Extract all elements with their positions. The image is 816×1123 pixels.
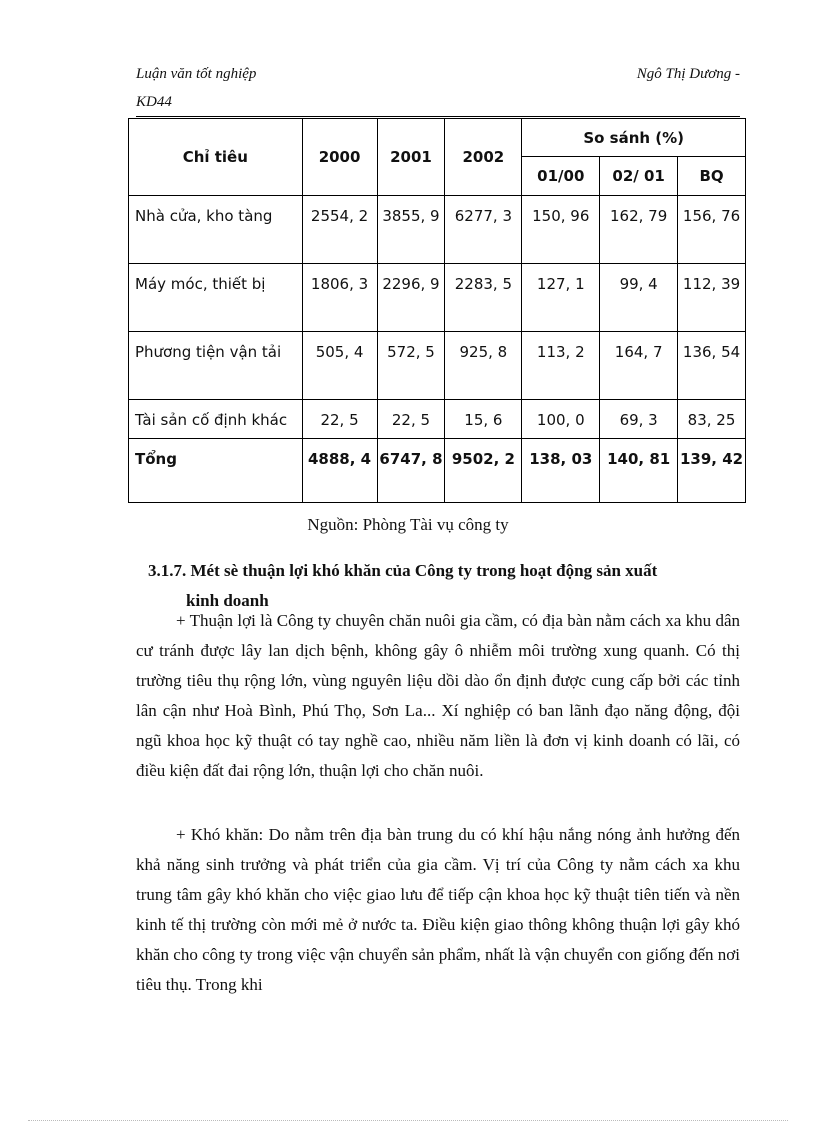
row-label: Nhà cửa, kho tàng — [129, 196, 303, 264]
row-label: Phương tiện vận tải — [129, 332, 303, 400]
cell-2001: 572, 5 — [377, 332, 445, 400]
cell-01-00: 100, 0 — [522, 400, 600, 439]
cell-bq: 83, 25 — [678, 400, 746, 439]
cell-02-01: 99, 4 — [600, 264, 678, 332]
col-header-2002: 2002 — [445, 119, 522, 196]
paragraph-advantages: + Thuận lợi là Công ty chuyên chăn nuôi gia cầm, có địa bàn nằm cách xa khu dân cư tránh được lây lan dịch bệnh, không gây ô nhiễm môi trường xung quanh. Có thị trường tiêu thụ rộng lớn, vùng nguyên liệu dồi dào ổn định được cung cấp bởi các tỉnh lân cận như Hoà Bình, Phú Thọ, Sơn La... Xí nghiệp có ban lãnh đạo năng động, đội ngũ khoa học kỹ thuật có tay nghề cao, nhiều năm liền là đơn vị kinh doanh có lãi, có điều kiện đất đai rộng lớn, thuận lợi cho chăn nuôi. — [136, 611, 740, 780]
cell-01-00: 127, 1 — [522, 264, 600, 332]
cell-2001: 6747, 8 — [377, 439, 445, 503]
table-row — [129, 400, 746, 439]
cell-2001: 3855, 9 — [377, 196, 445, 264]
page-bottom-rule — [28, 1120, 788, 1121]
col-header-bq: BQ — [678, 157, 746, 196]
col-header-compare: So sánh (%) — [522, 119, 746, 157]
col-header-label: Chỉ tiêu — [129, 119, 303, 196]
col-header-2000: 2000 — [302, 119, 377, 196]
cell-bq: 136, 54 — [678, 332, 746, 400]
cell-01-00: 138, 03 — [522, 439, 600, 503]
cell-bq: 139, 42 — [678, 439, 746, 503]
cell-02-01: 140, 81 — [600, 439, 678, 503]
cell-02-01: 162, 79 — [600, 196, 678, 264]
cell-2002: 6277, 3 — [445, 196, 522, 264]
col-header-02-01: 02/ 01 — [600, 157, 678, 196]
cell-2002: 925, 8 — [445, 332, 522, 400]
table-source: Nguồn: Phòng Tài vụ công ty — [307, 515, 509, 534]
row-label: Máy móc, thiết bị — [129, 264, 303, 332]
cell-2000: 4888, 4 — [302, 439, 377, 503]
section-heading-line2: kinh doanh — [186, 591, 269, 610]
table-row — [129, 332, 746, 400]
cell-01-00: 113, 2 — [522, 332, 600, 400]
header-left-continued: KD44 — [136, 94, 172, 110]
row-label: Tổng — [129, 439, 303, 503]
cell-bq: 156, 76 — [678, 196, 746, 264]
cell-2002: 15, 6 — [445, 400, 522, 439]
col-header-2001: 2001 — [377, 119, 445, 196]
cell-2000: 22, 5 — [302, 400, 377, 439]
cell-2002: 9502, 2 — [445, 439, 522, 503]
col-header-01-00: 01/00 — [522, 157, 600, 196]
cell-02-01: 69, 3 — [600, 400, 678, 439]
header-rule — [136, 116, 740, 117]
header-left: Luận văn tốt nghiệp — [136, 66, 257, 82]
cell-01-00: 150, 96 — [522, 196, 600, 264]
table-row — [129, 196, 746, 264]
cell-2000: 505, 4 — [302, 332, 377, 400]
cell-bq: 112, 39 — [678, 264, 746, 332]
cell-2001: 2296, 9 — [377, 264, 445, 332]
header-right: Ngô Thị Dương - — [636, 66, 740, 82]
cell-2002: 2283, 5 — [445, 264, 522, 332]
cell-2000: 1806, 3 — [302, 264, 377, 332]
cell-2001: 22, 5 — [377, 400, 445, 439]
cell-02-01: 164, 7 — [600, 332, 678, 400]
paragraph-difficulties: + Khó khăn: Do nằm trên địa bàn trung du có khí hậu nắng nóng ảnh hưởng đến khả năng sinh trưởng và phát triển của gia cầm. Vị trí của Công ty nằm cách xa khu trung tâm gây khó khăn cho việc giao lưu để tiếp cận khoa học kỹ thuật tiên tiến và nền kinh tế thị trường còn mới mẻ ở nước ta. Điều kiện giao thông không thuận lợi gây khó khăn cho công ty trong việc vận chuyển sản phẩm, nhất là vận chuyển con giống đến nơi tiêu thụ. Trong khi — [136, 825, 740, 994]
cell-2000: 2554, 2 — [302, 196, 377, 264]
table-row-total — [129, 439, 746, 503]
fixed-assets-table — [128, 118, 746, 503]
section-heading-line1: 3.1.7. Mét sè thuận lợi khó khăn của Công ty trong hoạt động sản xuất — [148, 561, 658, 580]
table-row — [129, 264, 746, 332]
row-label: Tài sản cố định khác — [129, 400, 303, 439]
